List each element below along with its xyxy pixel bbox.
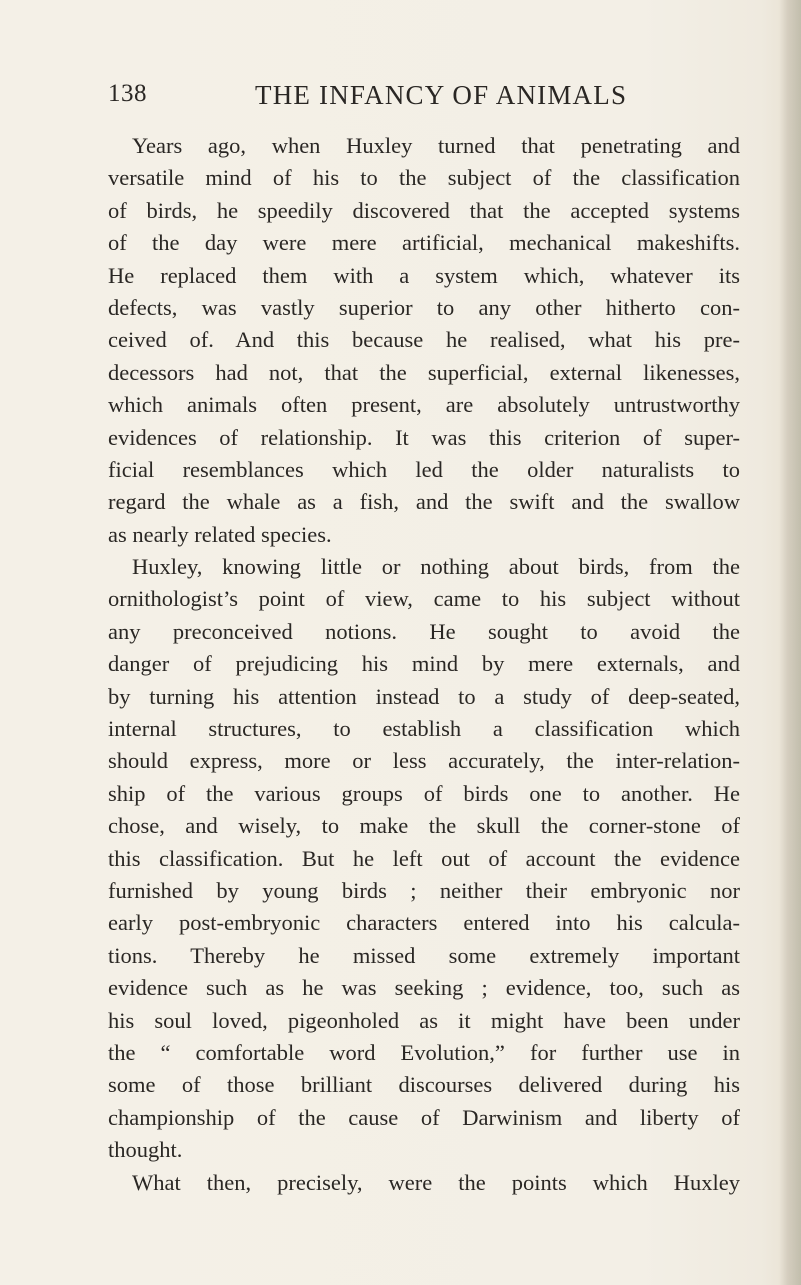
text-line: He replaced them with a system which, whatever its: [108, 262, 740, 288]
text-line: by turning his attention instead to a study of deep-seated,: [108, 683, 740, 709]
text-line: ceived of. And this because he realised, what his pre-: [108, 327, 740, 353]
text-line: internal structures, to establish a classification which: [108, 716, 740, 742]
text-line: the “ comfortable word Evolution,” for further use in: [108, 1039, 740, 1065]
text-line: championship of the cause of Darwinism and liberty of: [108, 1104, 740, 1130]
text-line: evidences of relationship. It was this criterion of super-: [108, 424, 740, 450]
text-line: tions. Thereby he missed some extremely important: [108, 942, 740, 968]
running-head: THE INFANCY OF ANIMALS: [255, 80, 628, 110]
text-line: his soul loved, pigeonholed as it might have been under: [108, 1007, 740, 1033]
text-line: as nearly related species.: [108, 521, 332, 547]
text-line: ornithologist’s point of view, came to his subject without: [108, 586, 740, 612]
text-line: Years ago, when Huxley turned that penetrating and: [132, 133, 740, 158]
text-line: should express, more or less accurately, the inter-relation-: [108, 748, 740, 774]
text-line: this classification. But he left out of account the evidence: [108, 845, 740, 871]
text-line: early post-embryonic characters entered into his calcula-: [108, 910, 740, 936]
text-line: any preconceived notions. He sought to avoid the: [108, 618, 740, 644]
text-line: chose, and wisely, to make the skull the corner-stone of: [108, 813, 740, 839]
page-header: [108, 80, 720, 120]
text-line: regard the whale as a fish, and the swift and the swallow: [108, 489, 740, 515]
text-line: danger of prejudicing his mind by mere externals, and: [108, 651, 740, 677]
text-line: which animals often present, are absolutely untrustworthy: [108, 392, 740, 418]
page-edge-shadow: [779, 0, 801, 1285]
text-line: Huxley, knowing little or nothing about birds, from the: [132, 554, 740, 580]
text-line: ship of the various groups of birds one to another. He: [108, 780, 740, 806]
text-line: furnished by young birds ; neither their embryonic nor: [108, 877, 740, 903]
text-line: evidence such as he was seeking ; evidence, too, such as: [108, 975, 740, 1001]
text-line: of birds, he speedily discovered that the accepted systems: [108, 197, 740, 223]
page-number: 138: [108, 80, 147, 107]
text-line: thought.: [108, 1137, 183, 1163]
text-line: ficial resemblances which led the older naturalists to: [108, 456, 740, 482]
text-line: some of those brilliant discourses delivered during his: [108, 1072, 740, 1098]
text-line: defects, was vastly superior to any other hitherto con-: [108, 294, 740, 320]
text-line: versatile mind of his to the subject of the classification: [108, 165, 740, 191]
text-line: What then, precisely, were the points which Huxley: [132, 1169, 740, 1195]
text-line: of the day were mere artificial, mechanical makeshifts.: [108, 230, 740, 256]
text-line: decessors had not, that the superficial, external likenesses,: [108, 359, 740, 385]
body-text: [108, 130, 740, 1199]
